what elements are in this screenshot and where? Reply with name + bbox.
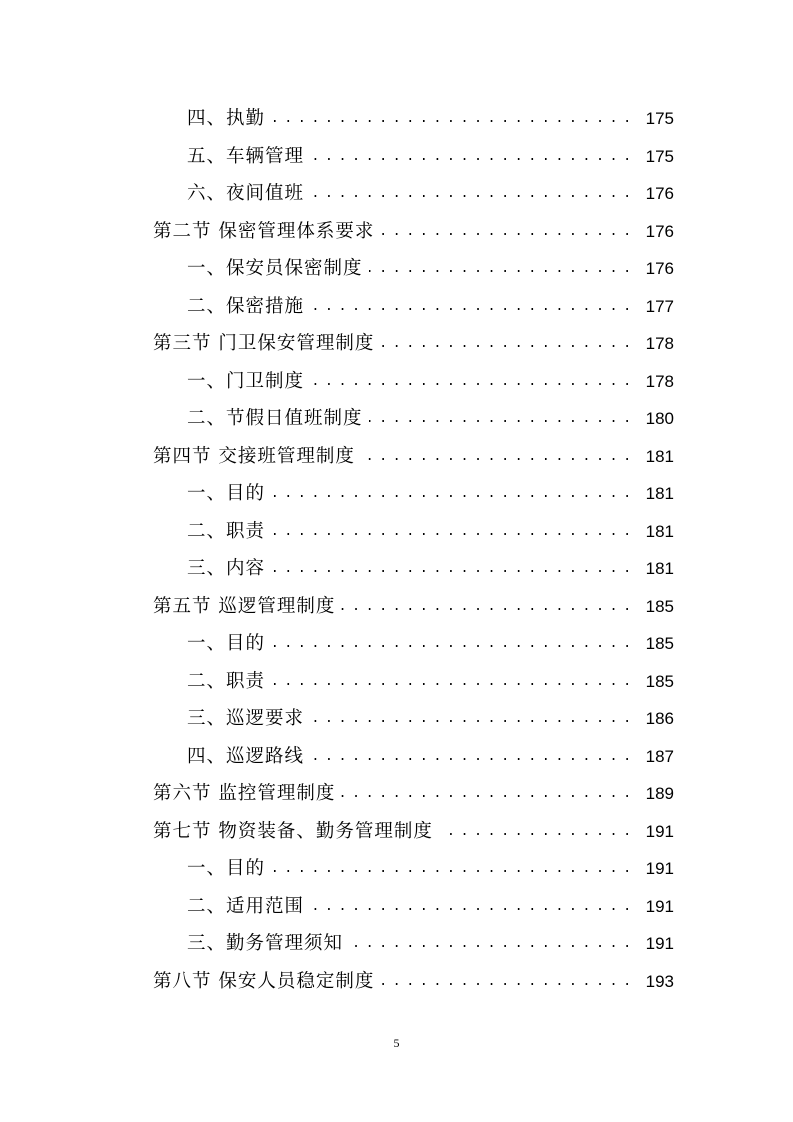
toc-entry-page: 181 <box>630 550 674 588</box>
toc-entry-page: 191 <box>630 925 674 963</box>
dot-leader <box>380 963 630 1001</box>
dot-leader <box>310 288 630 326</box>
toc-entry[interactable] <box>0 138 793 176</box>
toc-entry-title: 三、勤务管理须知 <box>187 933 344 954</box>
toc-entry[interactable] <box>0 888 793 926</box>
toc-entry-line <box>187 850 630 888</box>
toc-entry-title: 第三节 门卫保安管理制度 <box>153 333 375 354</box>
toc-entry-page: 177 <box>630 288 674 326</box>
dot-leader <box>369 400 630 438</box>
dot-leader <box>349 925 630 963</box>
toc-entry-line <box>187 513 630 551</box>
toc-entry[interactable] <box>0 700 793 738</box>
dot-leader <box>310 700 630 738</box>
toc-entry-title: 第四节 交接班管理制度 <box>153 445 355 467</box>
toc-entry-title: 三、内容 <box>187 558 266 579</box>
toc-entry-page: 175 <box>630 138 674 176</box>
toc-entry[interactable] <box>0 100 793 138</box>
toc-entry-page: 180 <box>630 400 674 438</box>
toc-entry-title: 四、执勤 <box>187 108 266 129</box>
toc-entry[interactable] <box>0 475 793 513</box>
dot-leader <box>271 513 630 551</box>
dot-leader <box>271 850 630 888</box>
page-number: 5 <box>393 1036 400 1050</box>
dot-leader <box>271 663 630 701</box>
toc-entry-page: 191 <box>630 888 674 926</box>
toc-entry[interactable] <box>0 400 793 438</box>
toc-entry[interactable] <box>0 513 793 551</box>
toc-entry-page: 176 <box>630 213 674 251</box>
toc-entry-page: 181 <box>630 513 674 551</box>
toc-entry-page: 193 <box>630 963 674 1001</box>
toc-entry-line <box>187 925 630 963</box>
toc-entry-page: 191 <box>630 850 674 888</box>
dot-leader <box>380 213 630 251</box>
toc-entry-title: 二、职责 <box>187 520 266 542</box>
toc-entry-page: 176 <box>630 250 674 288</box>
toc-entry[interactable] <box>0 288 793 326</box>
toc-entry[interactable] <box>0 213 793 251</box>
toc-entry-title: 三、巡逻要求 <box>187 708 305 729</box>
toc-entry-line <box>153 325 630 363</box>
dot-leader <box>310 363 630 401</box>
toc-entry-title: 第八节 保安人员稳定制度 <box>153 970 375 992</box>
toc-entry-page: 185 <box>630 625 674 663</box>
toc-entry-title: 二、职责 <box>187 670 266 692</box>
table-of-contents <box>0 100 793 1000</box>
toc-entry-line <box>187 625 630 663</box>
toc-entry-page: 178 <box>630 363 674 401</box>
dot-leader <box>369 250 630 288</box>
toc-entry-line <box>187 550 630 588</box>
toc-entry[interactable] <box>0 325 793 363</box>
toc-entry-title: 一、目的 <box>187 858 266 879</box>
dot-leader <box>310 138 630 176</box>
toc-entry-line <box>187 738 630 776</box>
toc-entry-title: 一、保安员保密制度 <box>187 258 363 279</box>
dot-leader <box>271 550 630 588</box>
toc-entry-page: 176 <box>630 175 674 213</box>
toc-entry-line <box>187 663 630 701</box>
toc-entry[interactable] <box>0 663 793 701</box>
dot-leader <box>341 775 630 813</box>
toc-entry-line <box>153 963 630 1001</box>
toc-entry-title: 六、夜间值班 <box>187 183 305 204</box>
toc-entry-line <box>187 700 630 738</box>
toc-entry-page: 175 <box>630 100 674 138</box>
toc-entry-title: 第二节 保密管理体系要求 <box>153 220 375 242</box>
toc-entry-page: 181 <box>630 438 674 476</box>
toc-entry-title: 四、巡逻路线 <box>187 745 305 767</box>
dot-leader <box>439 813 630 851</box>
toc-entry[interactable] <box>0 438 793 476</box>
dot-leader <box>310 738 630 776</box>
toc-entry-line <box>187 288 630 326</box>
dot-leader <box>271 100 630 138</box>
dot-leader <box>380 325 630 363</box>
toc-entry-line <box>153 588 630 626</box>
toc-entry-page: 187 <box>630 738 674 776</box>
toc-entry-line <box>187 888 630 926</box>
toc-entry-line <box>153 775 630 813</box>
toc-entry-line <box>187 175 630 213</box>
toc-entry-title: 二、适用范围 <box>187 895 305 917</box>
toc-entry-page: 186 <box>630 700 674 738</box>
dot-leader <box>271 475 630 513</box>
toc-entry-title: 第六节 监控管理制度 <box>153 783 336 804</box>
dot-leader <box>271 625 630 663</box>
toc-entry-line <box>187 100 630 138</box>
toc-entry-title: 二、节假日值班制度 <box>187 408 363 429</box>
toc-entry[interactable] <box>0 925 793 963</box>
toc-entry-title: 一、目的 <box>187 633 266 654</box>
toc-entry-title: 一、目的 <box>187 483 266 504</box>
dot-leader <box>310 888 630 926</box>
toc-entry-title: 第七节 物资装备、勤务管理制度 <box>153 820 433 842</box>
toc-entry-line <box>187 138 630 176</box>
toc-entry-line <box>153 438 630 476</box>
toc-entry-title: 第五节 巡逻管理制度 <box>153 595 336 617</box>
dot-leader <box>361 438 630 476</box>
toc-entry-page: 178 <box>630 325 674 363</box>
toc-entry[interactable] <box>0 363 793 401</box>
toc-entry-line <box>153 813 630 851</box>
toc-entry[interactable] <box>0 850 793 888</box>
toc-entry-title: 一、门卫制度 <box>187 370 305 392</box>
toc-entry-title: 二、保密措施 <box>187 295 305 317</box>
toc-entry[interactable] <box>0 775 793 813</box>
toc-entry[interactable] <box>0 963 793 1001</box>
toc-entry-page: 181 <box>630 475 674 513</box>
toc-entry[interactable] <box>0 250 793 288</box>
toc-entry-page: 185 <box>630 588 674 626</box>
toc-entry[interactable] <box>0 625 793 663</box>
toc-entry-line <box>187 475 630 513</box>
dot-leader <box>310 175 630 213</box>
toc-entry-page: 191 <box>630 813 674 851</box>
toc-entry-line <box>187 250 630 288</box>
toc-entry[interactable] <box>0 813 793 851</box>
toc-entry[interactable] <box>0 175 793 213</box>
toc-entry-title: 五、车辆管理 <box>187 145 305 167</box>
toc-entry[interactable] <box>0 550 793 588</box>
toc-entry-page: 185 <box>630 663 674 701</box>
toc-entry-line <box>187 400 630 438</box>
toc-entry-line <box>187 363 630 401</box>
toc-entry[interactable] <box>0 588 793 626</box>
toc-entry[interactable] <box>0 738 793 776</box>
toc-entry-page: 189 <box>630 775 674 813</box>
dot-leader <box>341 588 630 626</box>
toc-entry-line <box>153 213 630 251</box>
